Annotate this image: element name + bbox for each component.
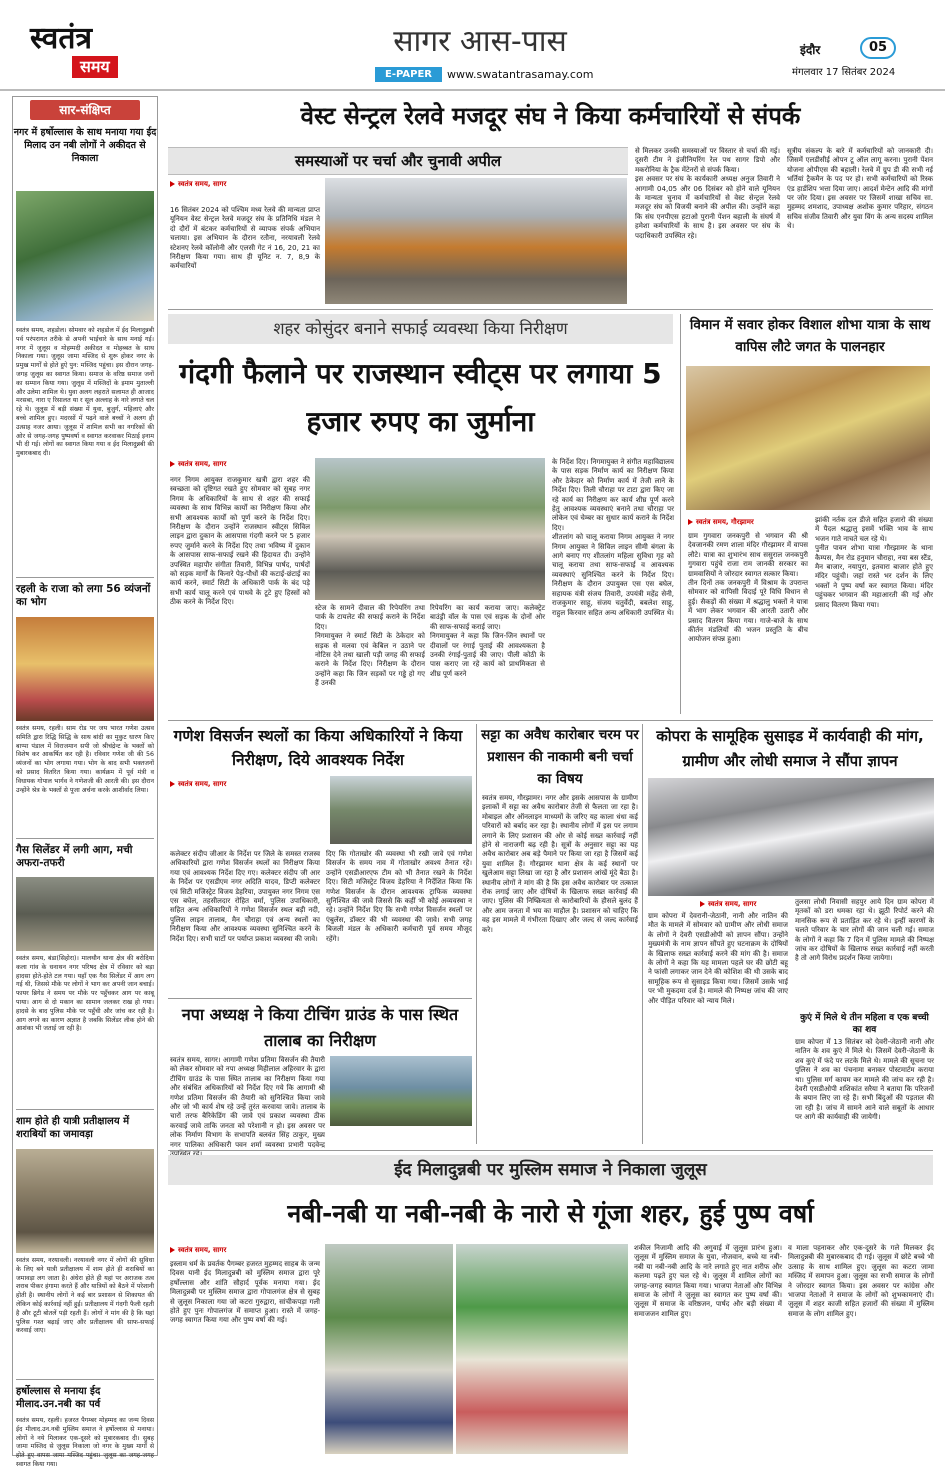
sidebar-title: सार-संक्षिप्त — [30, 100, 140, 120]
gambling-body: स्वतंत्र समय, गौरझामर। नगर और इसके आसपास के ग्रामीण इलाकों में सट्टा का अवैध कारोबार तेजी से फैलता जा रहा है। मोबाइल और ऑनलाइन माध्यमों के जरिए यह काला धंधा कई परिवारों को बर्बाद कर रहा है। स्थानीय लोगों में इस पर लगाम लगाने के लिए प्रशासन की ओर से कोई सख्त कार्रवाई नहीं होने से नाराजगी बढ़ रही है। सूत्रों के अनुसार सट्टा का यह अवैध कारोबार अब बड़े पैमाने पर किया जा रहा है जिसमें कई युवा शामिल हैं। गौरझामर थाना क्षेत्र के कई स्थानों पर खुलेआम सट्टा लिखा जा रहा है और प्रशासन आंखें मूंदे बैठा है। स्थानीय लोगों ने मांग की है कि इस अवैध कारोबार पर तत्काल रोक लगाई जाए और दोषियों के खिलाफ सख्त कार्रवाई की जाए। पुलिस की निष्क्रियता से कारोबारियों के हौसले बुलंद हैं और आम जनता में भय का माहौल है। प्रशासन को चाहिए कि वह इस मामले में गंभीरता दिखाए और जल्द से जल्द कार्रवाई करे। — [482, 794, 638, 934]
issue-date: मंगलवार 17 सितंबर 2024 — [792, 67, 896, 78]
sidebar-body: स्वतंत्र समय, रहली। हजरत पैगम्बर मोहम्मद का जन्म दिवस ईद मीलाद.उन.नबी मुस्लिम समाज ने हर्षोल्लास से मनाया। लोगों ने नये मिलाकर एक-दूसरे को मुबारकबाद दी। सुबह जामा मस्जिद से जुलूस निकाला जो नगर के मुख्य मार्गों से होते हुए वापस जामा मस्जिद पहुंचा। जुलूस का जगह-जगह स्वागत किया गया। — [16, 1417, 154, 1468]
suicide-col-2: तुलसा लोधी निवासी सहपुर आये दिन ग्राम कोपरा में मृतकों को डरा धमका रहा थे। झूठी रिपोर्ट करने की मानसिक रूप से प्रताड़ित कर रहे थे। इन्हीं कारणों के चलते परिवार के चार लोगों की जान चली गई। समाज के लोगों ने कहा कि 7 दिन में पुलिस मामले की निष्पक्ष जांच कर दोषियों के खिलाफ सख्त कार्रवाई नहीं करती है तो आगे विरोध प्रदर्शन किया जायेगा। — [795, 898, 934, 963]
lead-byline: स्वतंत्र समय, सागर — [170, 178, 226, 190]
banner-col-1: नगर निगम आयुक्त राजकुमार खत्री द्वारा शहर की स्वच्छता को दृष्टिगत रखते हुए सोमवार को सुबह नगर निगम के अधिकारियों के साथ से शहर की सफाई व्यवस्था के साथ विभिन्न कार्यों का निरीक्षण किया और सभी आवश्यक कार्यों को पूर्ण करने के निर्देश दिए। निरीक्षण के दौरान उन्होंने राजस्थान स्वीट्स सिविल लाइन द्वारा दुकान के आसपास गंदगी करने पर 5 हजार रुपए जुर्माने करने के निर्देश दिए तथा भविष्य में दुकान के आसपास साफ-सफाई रखने की हिदायत दी। उन्होंने उपस्थित महापौर संगीता तिवारी, विभिन्न पार्षद, पार्षदों को सड़क मार्गों के किनारे पेड़-पौधों की कटाई-छंटाई का कार्य करने, स्मार्ट सिटी के अधिकारी पार्क के बंद पड़े सभी कार्य चालू करने एवं पाथवे के टूटे हुए हिस्सों को ठीक करने के निर्देश दिए। — [170, 476, 310, 607]
sidebar-headline: हर्षोल्लास से मनाया ईद मीलाद.उन.नबी का पर्व — [16, 1386, 101, 1410]
suicide-photo — [648, 778, 934, 896]
bottom-col-2: शकील निजामी आदि की अगुवाई में जुलूस प्रारंभ हुआ। जुलूस में मुस्लिम समाज के युवा, नौजवान, बच्चे या नबी-नबी या नबी-नबी आदि के नारे लगाते हुए नात शरीफ और कलमा पढ़ते हुए चल रहे थे। जुलूस में शामिल लोगों का जगह-जगह स्वागत किया गया। भाजपा नेताओं और विभिन्न समाज के लोगों ने जुलूस का स्वागत कर पुष्प वर्षा की। जुलूस में समाज के वरिष्ठजन, पार्षद और बड़ी संख्या में समाजजन शामिल हुए। — [634, 1244, 782, 1318]
lead-subhead: समस्याओं पर चर्चा और चुनावी अपील — [168, 147, 628, 175]
page-number: 05 — [860, 37, 896, 59]
banner-headline: गंदगी फैलाने पर राजस्थान स्वीट्स पर लगाया 5 हजार रुपए का जुर्माना — [179, 357, 662, 438]
banner-photo-inspection — [315, 458, 545, 600]
ganesh-photo — [330, 776, 472, 844]
epaper-label: E-PAPER — [375, 67, 442, 82]
lead-headline: वेस्ट सेन्ट्रल रेलवे मजदूर संघ ने किया कर्मचारियों से संपर्क — [300, 102, 801, 130]
banner-col-4: के निर्देश दिए। निगमायुक्त ने संगीत महाविद्यालय के पास सड़क निर्माण कार्य का निरीक्षण किया और ठेकेदार को निर्माण कार्य में तेजी लाने के निर्देश दिए। तिली चौराहा पर टाटा द्वारा किए जा रहे कार्य का निरीक्षण कर कार्य शीघ्र पूर्ण करने हेतु आवश्यक व्यवस्थाएं बनाने तथा चौराहा पर लोकेन एवं चेम्बर का सुधार कार्य कराने के निर्देश दिए। शीतलांग को चालू कराया निगम आयुक्त ने नगर निगम आयुक्त ने सिविल लाइन सीमी बंगला के आगे बनाए गए शीतलांग महिला सुविधा गृह को चालू कराया तथा साफ-सफाई व आवश्यक व्यवस्थाएं सुनिश्चित करने के निर्देश दिए। निरीक्षण के दौरान उपायुक्त एस एस बघेल, सहायक यंत्री संजय तिवारी, उपयंत्री महेंद्र सेनी, राजकुमार साहू, संजय चतुर्वेदी, बबलेश साहू, राहुल किरवार सहित अन्य अधिकारी उपस्थित थे। — [552, 458, 674, 617]
bottom-kicker: ईद मिलादुन्नबी पर मुस्लिम समाज ने निकाला जुलूस — [168, 1155, 933, 1185]
pond-headline: नपा अध्यक्ष ने किया टीचिंग ग्राउंड के पास स्थित तालाब का निरीक्षण — [181, 1005, 459, 1050]
bottom-col-3: व माला पहनाकर और एक-दूसरे के गले मिलकर ईद मिलादुन्नबी की मुबारकबाद दी गई। जुलूस में छोटे बच्चे भी उत्साह के साथ शामिल हुए। जुलूस का कटरा जामा मस्जिद में समापन हुआ। जुलूस का सभी समाज के लोगों ने जोरदार स्वागत किया। इस अवसर पर कांग्रेस और भाजपा नेताओं ने समाज के लोगों को शुभकामनाएं दी। जुलूस में शहर काजी सहित हजारों की संख्या में मुस्लिम समाज के लोग शामिल हुए। — [788, 1244, 934, 1318]
procession-byline: स्वतंत्र समय, गौरझामर — [688, 516, 754, 528]
suicide-headline: कोपरा के सामूहिक सुसाइड में कार्यवाही की मांग, ग्रामीण और लोधी समाज ने सौंपा ज्ञापन — [656, 727, 924, 770]
banner-col-3: रिपेयरिंग का कार्य कराया जाए। कलेक्ट्रेट बाउंड्री वॉल के पास एवं सड़क के दोनों ओर की साफ-सफाई कराई जाए। निगमायुक्त ने कहा कि जिन-जिन स्थानों पर दीवालों पर रंगाई पुताई की आवश्यकता है उनकी रंगाई-पुताई की जाए। पीली कोठी के पास कराए जा रहे कार्य को प्राथमिकता से शीघ्र पूर्ण करने — [430, 604, 545, 678]
sidebar-photo-shelter — [16, 1149, 154, 1253]
procession-col-2: झांकी नर्तक दल डीजे सहित हजारो की संख्या में पैदल श्रद्धालु इसमें भक्ति भाव के साथ भजन गाते नाचते चल रहे थे। पुनीत पावन शोभा यात्रा गौरझामर के थाना कैम्पस, मैन रोड हनुमान चौराहा, नया बस स्टैंड, मैन बाजार, नयापुरा, इतवारा बाजार होते हुए मंदिर पहुंची। जहां रास्ते भर दर्शन के लिए भक्तों ने पुष्प वर्षा कर स्वागत किया। मंदिर पहुंचकर भगवान की महाआरती की गई और प्रसाद वितरण किया गया। — [815, 516, 933, 609]
sidebar-headline: नगर में हर्षोल्लास के साथ मनाया गया ईद मिलाद उन नबी लोगों ने अकीदत से निकाला — [13, 127, 157, 164]
lead-col-1: 16 सितंबर 2024 को पश्चिम मध्य रेलवे की मान्यता प्राप्त यूनियन वेस्ट सेन्ट्रल रेलवे मजदूर संघ के प्रतिनिधि मंडल ने दो दौरों में बंटकर कर्मचारियों से व्यापक संपर्क अभियान चलाया। इस अभियान के दौरान रतौना, नरयावली रेलवे स्टेशनए रेलवे कॉलोनी और एलसी गेट नं 16, 20, 21 का निरीक्षण किया गया। साथ ही यूनिट न. 7, 8,9 के कर्मचारियों — [170, 206, 320, 271]
pond-photo — [330, 1056, 472, 1126]
banner-col-2: स्टेज के सामने दीवाल की रिपेयरिंग तथा पार्क के टायलेट की सफाई कराने के निर्देश दिए। निगमायुक्त ने स्मार्ट सिटी के ठेकेदार को सड़क से मलवा एवं केबिल न उठाने पर नोटिस देने तथा खाली पड़ी जगह की सफाई कराने के निर्देश दिए। निरीक्षण के दौरान उन्होंने कहा कि जिन सड़कों पर गड्ढे हो गए हैं उनकी — [315, 604, 425, 688]
ganesh-col-1: कलेक्टर संदीप जीआर के निर्देश पर जिले के समस्त राजस्व अधिकारियों द्वारा गणेश विसर्जन स्थलों का निरीक्षण किया गया एवं आवश्यक निर्देश दिए गए। कलेक्टर संदीप जी आर के निर्देश पर एसडीएम नगर अदिति यादव, डिप्टी कलेक्टर एवं सिटी मजिस्ट्रेट विजय डेहरिया, उपायुक्त नगर निगम एस एस बघेल, तहसीलदार रोहित वर्मा, पुलिस उपाधिकारी, सहित अन्य अधिकारियों ने गणेश विसर्जन स्थल बड़ी नदी, पुलिस लाइन तालाब, मैन चौराहा एवं अन्य स्थलों का निरीक्षण किया और आवश्यक व्यवस्था सुनिश्चित करने के निर्देश दिए। सभी घाटों पर पर्याप्त प्रकाश व्यवस्था की जावे। — [170, 850, 320, 943]
ganesh-byline: स्वतंत्र समय, सागर — [170, 778, 226, 790]
section-title: सागर आस-पास — [393, 24, 567, 59]
ganesh-col-2: दिए कि गोताखोर की व्यवस्था भी रखी जावे एवं गणेश विसर्जन के समय नाव में गोताखोर अवश्य तैनात रहे। उन्होंने एसडीआरएफ टीम को भी तैनात रखने के निर्देश दिए। सिटी मजिस्ट्रेट विजय डेहरिया ने निर्देशित किया कि गणेश विसर्जन के दौरान आवश्यक ट्राफिक व्यवस्था सुनिश्चित की जावे जिससे कि कहीं भी कोई अव्यवस्था न रहे। उन्होंने निर्देश दिए कि सभी गणेश विसर्जन स्थलों पर एंबुलेंस, डॉक्टर की भी व्यवस्था की जावे। सभी जगह बिजली मंडल के अधिकारी कर्मचारी पूर्व समय मौजूद रहेंगे। — [326, 850, 472, 943]
sidebar-headline: रहली के राजा को लगा 56 व्यंजनों का भोग — [16, 583, 151, 608]
sidebar-body: स्वतंत्र समय, रहली। साम रोड पर जय भारत गणेश उत्सव समिति द्वारा रिद्धि सिद्धि के साथ बांदी का मुकुट धारण किए बाप्पा पंडाल में विराजमान सपी जो श्रीचंद्रेन्ट के भक्तों को विशेष कर आकर्षित कर रही है। रविवार गणेश जी की 56 व्यंजनों का भोग लगाया गया। भोग के बाद सभी भक्तजनों को प्रसाद वितरित किया गया। कार्यक्रम में पूर्व मंत्री व विधायक गोपाल भार्गव ने गणेशजी की आरती की। इस दौरान उन्होंने श्रेत्र के भक्तों से पूजा अर्चना करके आशीर्वाद लिया। — [16, 725, 154, 794]
logo[interactable] — [30, 22, 155, 82]
lead-col-2: से मिलकर उनकी समस्याओं पर विस्तार से चर्चा की गई। दूसरी टीम ने इंजीनियरिंग रेल पथ सागर डिपो और मकरोनिया के ट्रैक मेंटेनरों से संपर्क किया। इस अवसर पर संघ के कार्यकारी अध्यक्ष अनुज तिवारी ने आगामी 04,05 और 06 दिसंबर को होने वाले यूनियन के मान्यता चुनाव में कर्मचारियों से वेस्ट सेन्ट्रल रेलवे मजदूर संघ को विजयी बनाने की अपील की। उन्होंने कहा कि संघ एनपीएस हटाओ पुरानी पेंशन बहाली के संघर्ष में हमेशा कर्मचारियों के साथ है। इस अवसर पर संघ के पदाधिकारी उपस्थित रहे। — [635, 147, 780, 240]
bottom-photo-right — [456, 1244, 628, 1454]
ganesh-headline: गणेश विसर्जन स्थलों का किया अधिकारियों ने किया निरीक्षण, दिये आवश्यक निर्देश — [173, 727, 463, 769]
sidebar — [12, 96, 158, 1468]
sidebar-headline: शाम होते ही यात्री प्रतीक्षालय में शराबियों का जमावड़ा — [16, 1116, 130, 1140]
suicide-sub-body: ग्राम कोपरा में 13 सितंबर को देवरी-जेठानी नानी और नातिन के शव कुएं में मिले थे। जिसमें देवरी-जेठानी के शव कुएं में फंदे पर लटके मिले थे। मामले की सूचना पर पुलिस ने शव का पंचनामा बनाकर पोस्टमार्टम कराया था। पुलिस मर्ग कायम कर मामले की जांच कर रही है। देवरी एसडीओपी शशिकांत सरैया ने बताया कि परिजनों के बयान लिए जा रहे हैं। सभी बिंदुओं की पड़ताल की जा रही है। जांच में सामने आने वाले सबूतों के आधार पर आगे की कार्यवाही की जायेगी। — [795, 1038, 934, 1122]
sidebar-photo-fire — [16, 877, 154, 951]
gambling-headline: सट्टा का अवैध कारोबार चरम पर प्रशासन की नाकामी बनी चर्चा का विषय — [481, 727, 639, 787]
city-label: इंदौर — [800, 43, 821, 57]
suicide-subheadline: कुएं में मिले थे तीन महिला व एक बच्ची का शव — [800, 1013, 929, 1035]
bottom-byline: स्वतंत्र समय, सागर — [170, 1244, 226, 1256]
sidebar-photo-procession — [16, 191, 154, 321]
sidebar-photo-ganesh — [16, 617, 154, 721]
procession-photo — [686, 366, 930, 510]
lead-col-3: सूत्रीय संकल्प के बारे में कर्मचारियों को जानकारी दी। जिसमें एलडीसीई ओपन टू ऑल लागू करना। पुरानी पेंशन योजना ओपीएस की बहाली। रेलवे में ग्रुप डी की सभी नई भर्तियां ट्रैकमैन के पद पर हो। सभी कर्मचारियों को रिस्क एंड हार्डशिप भत्ता दिया जाए। आदर्श मेन्टेन आदि की मांगों पर जोर दिया। इस अवसर पर जिसमें शाखा सचिव सा. मुहम्मद शमशाद, उपाध्यक्ष अशोक कुमार परिहार, संगठन सचिव संजीव तिवारी और युवा विंग के अन्य सदस्य शामिल थे। — [787, 147, 933, 231]
sidebar-headline: गैस सिलेंडर में लगी आग, मची अफरा-तफरी — [16, 844, 133, 869]
logo-top: स्वतंत्र — [30, 21, 93, 56]
pond-body: स्वतंत्र समय, सागर। आगामी गणेश प्रतिमा विसर्जन की तैयारी को लेकर सोमवार को नपा अध्यक्ष मिहीलाल अहिरवार के द्वारा टीचिंग ग्राउंड के पास स्थित तालाब का निरीक्षण किया गया और संबंधित अधिकारियों को निर्देश दिए गये कि आगामी श्री गणेश प्रतिमा विसर्जन की तैयारी को सुनिश्चित किया जावे और जो भी कार्य शेष रहे उन्हें तुरंत करवाया जावे। तालाब के चारों तरफ बैरिकेडिंग की जावे एवं प्रकाश व्यवस्था ठीक करवाई जावे ताकि जनता को परेशानी न हो। इस अवसर पर लोक निर्माण विभाग के सभापति बलवंत सिंह ठाकुर, मुख्य नगर पालिका अधिकारी पवन शर्मा व्यवस्था प्रभारी पदवेन्द्र — [170, 1056, 325, 1149]
sidebar-body: स्वतंत्र समय, बंडा(सिहोरा)। मालथौन थाना क्षेत्र की बरोदिया कला गांव के धनाथन नगर परिषद क्षेत्र में रविवार को बड़ा हादसा होते-होते टल गया। यहाँ एक गैस सिलेंडर में आग लग गई थी, जिससे मौके पर लोगों ने भाग कर अपनी जान बचाई। फायर ब्रिगेड ने समय पर मौके पर पहुँचकर आग पर काबू पाया। आग से दो मकान का सामान जलकर राख हो गया। हादसे के बाद पुलिस मौके पर पहुँची और जांच कर रही है। आग लगने का कारण अज्ञात है जबकि सिलेंडर लीक होने की आशंका भी जताई जा रही है। — [16, 955, 154, 1033]
procession-col-1: ग्राम गुगवारा जनकपुरी से भगवान की श्री देवजानकी रमण शाला मंदिर गौरझामर में वापस लौटे। यात्रा का शुभारंभ साथ ससुराल जनकपुरी गुगवारा पहुंचे राजा राम जानकी सरकार का ग्रामवासियों ने जोरदार स्वागत सत्कार किया। तीन दिनों तक जनकपुरी में विश्राम के उपरान्त सोमवार को वापिसी विदाई पूरे विधि विधान से हुई। सैकड़ों की संख्या में श्रद्धालु भक्तों ने यात्रा में भाग लेकर भगवान की आरती उतारी और प्रसाद वितरण किया गया। गाजे-बाजे के साथ कीर्तन मंडलियों की भजन प्रस्तुति के बीच आयोजन संपन्न हुआ। — [688, 532, 808, 644]
procession-headline: विमान में सवार होकर विशाल शोभा यात्रा के साथ वापिस लौटे जगत के पालनहार — [689, 317, 931, 355]
banner-kicker: शहर कोसुंदर बनाने सफाई व्यवस्था किया निरीक्षण — [168, 314, 673, 344]
bottom-headline: नबी-नबी या नबी-नबी के नारो से गूंजा शहर, हुई पुष्प वर्षा — [287, 1199, 814, 1228]
logo-bottom: समय — [72, 56, 118, 78]
suicide-byline: स्वतंत्र समय, सागर — [700, 898, 756, 910]
lead-photo-railway — [325, 178, 627, 304]
website-link[interactable]: www.swatantrasamay.com — [447, 68, 594, 81]
suicide-col-1: ग्राम कोपरा में देवरानी-जेठानी, नानी और नातिन की मौत के मामले में सोमवार को ग्रामीण और लोधी समाज के लोगों ने देवरी एसडीओपी को ज्ञापन सौंपा। उन्होंने मुख्यमंत्री के नाम ज्ञापन सौंपते हुए घटनाक्रम के दोषियों के खिलाफ सख्त कार्रवाई करने की मांग की है। समाज के लोगों ने कहा कि यह मामला पहले घर की छोटी बहू ने फांसी लगाकर जान देने की कोशिश की थी उसके बाद सामूहिक रूप से सुसाइड किया गया। जिसमें उसके भाई पर भी मुकदमा दर्ज है। मामले की निष्पक्ष जांच की जाए और पीड़ित परिवार को न्याय मिले। — [648, 912, 788, 1005]
sidebar-body: स्वतंत्र समय, नरयावली। नरयावली नगर में लोगों की सुविधा के लिए बने यात्री प्रतीक्षालय में शाम होते ही शराबियों का जमावड़ा लग जाता है। अंधेरा होते ही यहां पर अराजक तत्व शराब पीकर हंगामा करते हैं और यात्रियों को बैठने में परेशानी होती है। स्थानीय लोगों ने कई बार प्रशासन से शिकायत की लेकिन कोई कार्रवाई नहीं हुई। प्रतीक्षालय में गंदगी फैली रहती है और टूटी बोतलें पड़ी रहती हैं। लोगों ने मांग की है कि यहां पुलिस गश्त बढ़ाई जाए और प्रतीक्षालय की साफ-सफाई करवाई जाए। — [16, 1257, 154, 1335]
sidebar-body: स्वतंत्र समय, शहडोल। सोमवार को शहडोल में ईद मिलादुन्नबी पर्व परंपरागत तरीके से अपनी भाईचारे के साथ मनाई गई। नगर में जुलूस व मोहम्मदी अकीदत व मोहब्बत के साथ निकाला गया। जुलूस जामा मस्जिद से शुरू होकर नगर के प्रमुख मार्गों से होते हुऐ पुन: मस्जिद पहुंचा। इस दौरान जगह-जगह जुलूस का स्वागत किया। समाज के वरिष्ठ समाज जनों का सम्मान किया गया। जुलूस में मस्जिदों के इमाम मुताल्ली और उलेमा शामिल थे। युवा अलग लहराते सलामत ही आजाद मरसबा, नारा ए रिसालत या र सूल अल्लाह के नारे लगाते चल रहे थे। जुलूस में बड़ी संख्या में युवा, बुजुर्ग, महिलाएं और बच्चे शामिल हुए। मदरसों में पढ़ने वाले बच्चों ने अलग ही उत्साह नजर आया। जुलूस में शामिल सभी का नगरिकों की ओर से जगह-जगह पुष्पवर्षा व स्वागत करवाकर मिठाई इनाम भी दी गई। लोगों का स्वागत किया गया व ईद मिलादुन्नबी की मुबारकबाद दी। — [16, 327, 154, 458]
bottom-photo-left — [325, 1244, 453, 1454]
bottom-col-1: इस्लाम धर्म के प्रवर्तक पैगम्बर हजरत मुहम्मद साहब के जन्म दिवस यानी ईद मिलादुन्नबी को मुस्लिम समाज द्वारा पूरे हर्षोल्लास और शांति सौहार्द पूर्वक मनाया गया। ईद मिलादुन्नबी पर मुस्लिम समाज द्वारा गोपालगंज क्षेत्र से सुबह से जुलूस निकाला गया जो कटरा गुरुद्वारा, सांचीकपड़ा गली होते हुए पुनः गोपालगंज में समाप्त हुआ। रास्ते में जगह-जगह स्वागत किया गया और पुष्प वर्षा की गई। — [170, 1260, 320, 1325]
banner-byline: स्वतंत्र समय, सागर — [170, 458, 226, 470]
